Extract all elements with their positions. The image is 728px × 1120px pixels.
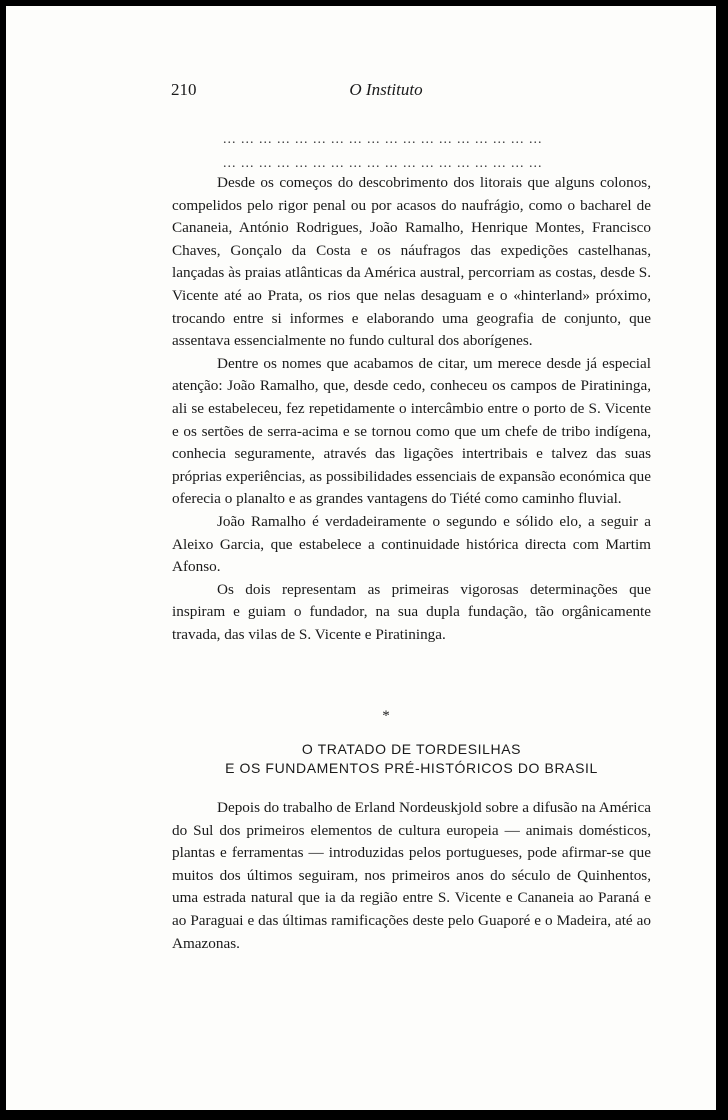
page-number: 210 (171, 80, 197, 99)
section-1-body (172, 172, 651, 646)
running-head (6, 80, 716, 104)
paragraph: Depois do trabalho de Erland Nordeuskjold sobre a difusão na América do Sul dos primeiros elementos de cultura europeia — animais domésticos, plantas e ferramentas — introduzidas pelos portugueses, pode afirmar-se que muitos dos últimos seguiram, nos primeiros anos do século de Quinhentos, uma estrada natural que ia da região entre S. Vicente e Cananeia ao Paraná e ao Paraguai e das últimas ramificações deste pelo Guaporé e o Madeira, até ao Amazonas. (172, 799, 651, 952)
section-heading-line-1: O TRATADO DE TORDESILHAS (301, 741, 522, 757)
ellipsis-line-2: ... ... ... ... ... ... ... ... ... ... ... ... ... ... ... ... ... ... (223, 156, 543, 171)
section-heading-line-2: E OS FUNDAMENTOS PRÉ-HISTÓRICOS DO BRASIL (225, 760, 598, 776)
paragraph: Dentre os nomes que acabamos de citar, um merece desde já especial atenção: João Ramalho, que, desde cedo, conheceu os campos de Piratininga, ali se estabeleceu, fez repetidamente o intercâmbio entre o porto de S. Vicente e os sertões de serra-acima e se tornou como que um chefe de tribo indígena, conhecia seguramente, através das ligações intertribais e talvez das suas próprias experiências, as possibilidades essenciais de expansão económica que oferecia o planalto e as grandes vantagens do Tiété como caminho fluvial. (172, 354, 651, 508)
page-sheet (6, 6, 716, 1110)
section-heading (172, 740, 651, 778)
paragraph: Desde os começos do descobrimento dos litorais que alguns colonos, compelidos pelo rigor penal ou por acasos do naufrágio, como o bacharel de Cananeia, António Rodrigues, João Ramalho, Henrique Montes, Francisco Chaves, Gonçalo da Costa e os náufragos das expedições castelhanas, lançadas às praias atlânticas da América austral, percorriam as costas, desde S. Vicente até ao Prata, os rios que nelas desaguam e o «hinterland» próximo, trocando entre si informes e elaborando uma geografia de conjunto, que assentava essencialmente no fundo cultural dos aborígenes. (172, 174, 651, 350)
section-2-body (172, 797, 651, 955)
section-separator: * (382, 708, 390, 724)
paragraph: Os dois representam as primeiras vigorosas determinações que inspiram e guiam o fundador, na sua dupla fundação, tão orgânicamente travada, das vilas de S. Vicente e Piratininga. (172, 580, 651, 643)
running-title: O Instituto (349, 80, 423, 99)
ellipsis-line-1: ... ... ... ... ... ... ... ... ... ... ... ... ... ... ... ... ... ... (223, 132, 543, 147)
paragraph: João Ramalho é verdadeiramente o segundo e sólido elo, a seguir a Aleixo Garcia, que estabelece a continuidade histórica directa com Martim Afonso. (172, 512, 651, 576)
